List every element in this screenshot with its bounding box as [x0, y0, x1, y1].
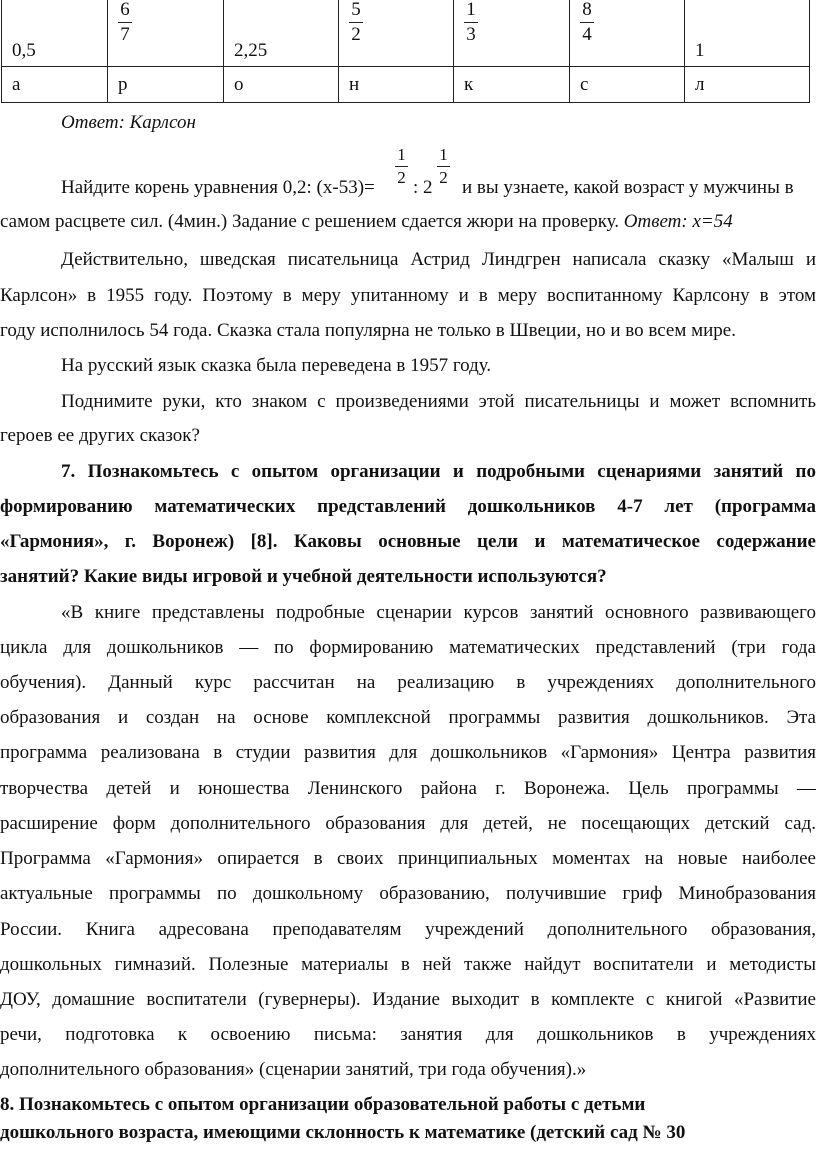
answer-text: Ответ: Карлсон [61, 112, 196, 133]
paragraph-line: актуальные программы по дошкольному образованию, получившие гриф Минобразования [0, 883, 816, 904]
table-cell [570, 0, 685, 67]
table-cell: н [339, 67, 454, 103]
equation-text: и вы узнаете, какой возраст у мужчины в [462, 177, 794, 198]
fraction: 1 2 [395, 145, 408, 188]
fraction: $\frac{8}{4}$ [580, 0, 594, 46]
paragraph-line: цикла для дошкольников — по формированию математических представлений (три года [0, 637, 816, 658]
paragraph-line: Карлсон» в 1955 году. Поэтому в меру упитанному и в меру воспитанному Карлсону в этом [0, 285, 816, 306]
cipher-table [1, 0, 810, 103]
table-cell: с [570, 67, 685, 103]
table-cell: 1 [685, 0, 810, 67]
fraction: 1 2 [437, 145, 450, 188]
equation-text: Найдите корень уравнения 0,2: (х-53)= [61, 177, 375, 198]
answer-text: Ответ: х=54 [623, 211, 733, 232]
table-cell: 0,5 [2, 0, 108, 67]
paragraph-line: Поднимите руки, кто знаком с произведениями этой писательницы и может вспомнить [61, 391, 816, 412]
paragraph-line: Программа «Гармония» опирается в своих принципиальных моментах на новые наиболее [0, 848, 816, 869]
paragraph-line: дошкольных гимназий. Полезные материалы в ней также найдут воспитатели и методисты [0, 954, 816, 975]
paragraph-line: На русский язык сказка была переведена в 1957 году. [61, 355, 492, 376]
section-heading: 8. Познакомьтесь с опытом организации образовательной работы с детьми [0, 1094, 646, 1115]
paragraph-line: дополнительного образования» (сценарии занятий, три года обучения).» [0, 1059, 587, 1080]
section-heading: занятий? Какие виды игровой и учебной деятельности используются? [0, 566, 607, 587]
paragraph-line: России. Книга адресована преподавателям учреждений дополнительного образования, [0, 919, 816, 940]
section-heading: формированию математических представлений дошкольников 4-7 лет (программа [0, 496, 816, 517]
section-heading: дошкольного возраста, имеющими склонность к математике (детский сад № 30 [0, 1122, 686, 1143]
table-cell [108, 0, 224, 67]
table-row [2, 67, 810, 103]
paragraph-line: году исполнилось 54 года. Сказка стала популярна не только в Швеции, но и во всем мире. [0, 320, 736, 341]
section-heading: «Гармония», г. Воронеж) [8]. Каковы основные цели и математическое содержание [0, 531, 816, 552]
table-cell: о [224, 67, 339, 103]
paragraph-line: речи, подготовка к освоению письма: занятия для дошкольников в учреждениях [0, 1024, 816, 1045]
paragraph-line: самом расцвете сил. (4мин.) Задание с решением сдается жюри на проверку. Ответ: х=54 [0, 211, 733, 232]
equation-operator: : 2 [413, 177, 433, 198]
table-cell [339, 0, 454, 67]
table-cell: к [454, 67, 570, 103]
table-cell: 2,25 [224, 0, 339, 67]
paragraph-line: ДОУ, домашние воспитатели (гувернеры). Издание выходит в комплекте с книгой «Развитие [0, 989, 816, 1010]
fraction: $\frac{6}{7}$ [118, 0, 132, 46]
paragraph-line: образования и создан на основе комплексной программы развития дошкольников. Эта [0, 707, 816, 728]
fraction: $\frac{1}{3}$ [464, 0, 478, 46]
fraction: $\frac{5}{2}$ [349, 0, 363, 46]
table-cell: а [2, 67, 108, 103]
paragraph-line: расширение форм дополнительного образования для детей, не посещающих детский сад. [0, 813, 816, 834]
table-cell: л [685, 67, 810, 103]
table-cell [454, 0, 570, 67]
paragraph-line: программа реализована в студии развития для дошкольников «Гармония» Центра развития [0, 742, 816, 763]
table-row [2, 0, 810, 67]
paragraph-line: «В книге представлены подробные сценарии курсов занятий основного развивающего [61, 602, 816, 623]
paragraph-line: творчества детей и юношества Ленинского района г. Воронежа. Цель программы — [0, 778, 816, 799]
paragraph-line: обучения). Данный курс рассчитан на реализацию в учреждениях дополнительного [0, 672, 816, 693]
table-cell: р [108, 67, 224, 103]
paragraph-line: Действительно, шведская писательница Астрид Линдгрен написала сказку «Малыш и [61, 249, 816, 270]
paragraph-line: героев ее других сказок? [0, 425, 200, 446]
section-heading: 7. Познакомьтесь с опытом организации и подробными сценариями занятий по [61, 461, 816, 482]
